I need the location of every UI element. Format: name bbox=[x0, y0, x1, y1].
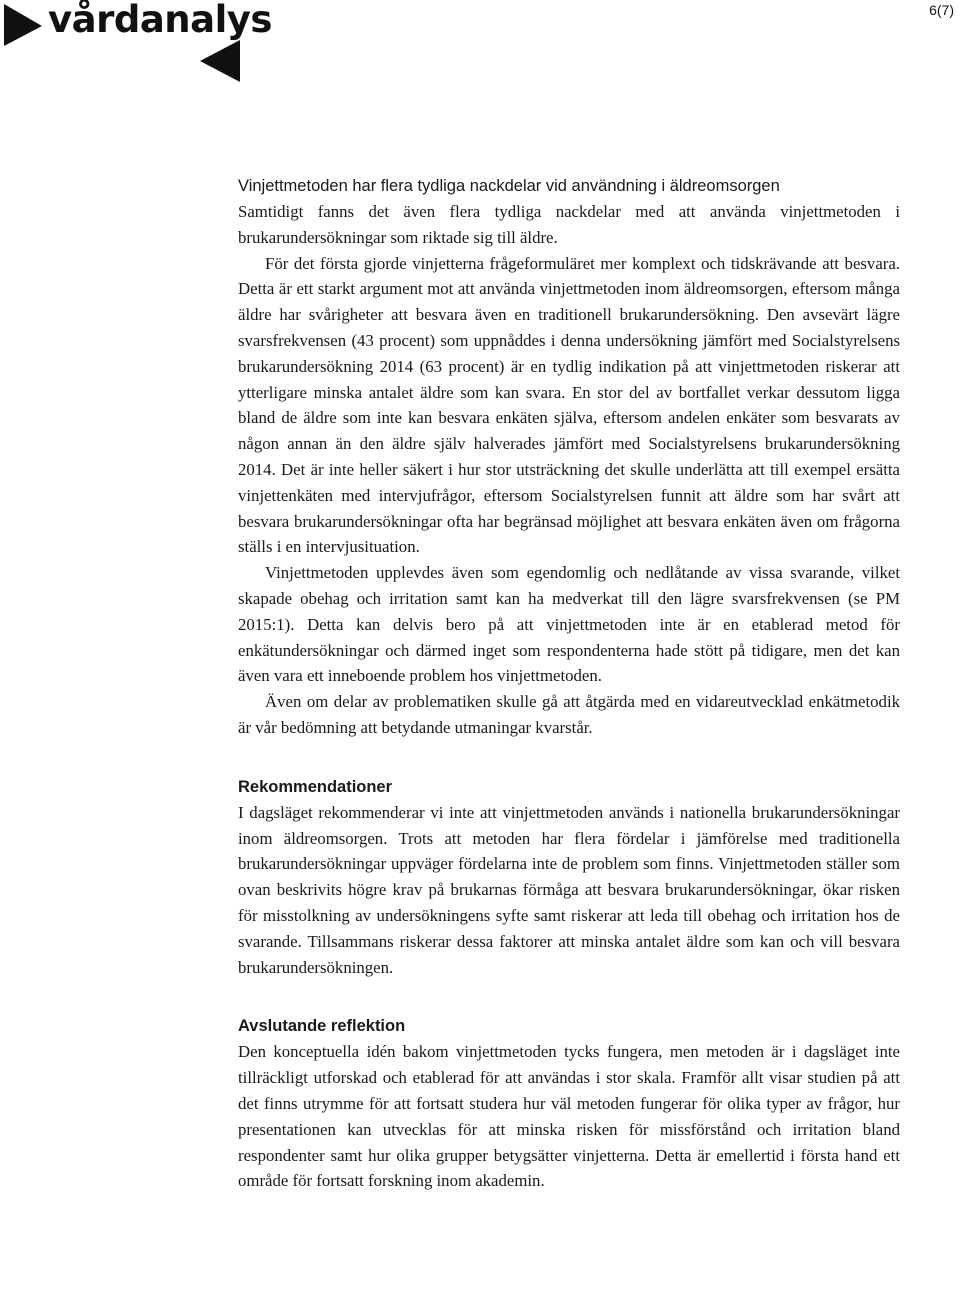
paragraph: Samtidigt fanns det även flera tydliga nackdelar med att använda vinjettmetoden i brukarundersökningar som riktade sig till äldre. bbox=[238, 202, 900, 247]
section-heading-nackdelar: Vinjettmetoden har flera tydliga nackdelar vid användning i äldreomsorgen bbox=[238, 177, 780, 195]
paragraph: Den konceptuella idén bakom vinjettmetoden tycks fungera, men metoden är i dagsläget inte tillräckligt utforskad och etablerad för att användas i stor skala. Framför allt visar studien på att det finns utrymme för att fortsatt studera hur väl metoden fungerar för olika typer av frågor, hur presentationen kan utvecklas för att minska risken för missförstånd och irritation bland respondenter samt hur olika grupper betygsätter vinjetterna. Detta är emellertid i första hand ett område för fortsatt forskning inom akademin. bbox=[238, 1042, 900, 1191]
paragraph: Även om delar av problematiken skulle gå att åtgärda med en vidareutvecklad enkätmetodik är vår bedömning att betydande utmaningar kvarstår. bbox=[238, 692, 900, 737]
section-heading-reflektion: Avslutande reflektion bbox=[238, 1017, 406, 1036]
vardanalys-logo bbox=[4, 0, 272, 88]
section-heading-rekommendationer: Rekommendationer bbox=[238, 777, 393, 796]
document-body bbox=[238, 174, 900, 1194]
paragraph: För det första gjorde vinjetterna frågeformuläret mer komplext och tidskrävande att besvara. Detta är ett starkt argument mot att använda vinjettmetoden inom äldreomsorgen, eftersom många äldre har svårigheter att besvara även en traditionell brukarundersökning. Den avsevärt lägre svarsfrekvensen (43 procent) som uppnåddes i denna undersökning jämfört med Socialstyrelsens brukarundersökning 2014 (63 procent) är en tydlig indikation på att vinjettmetoden riskerar att ytterligare minska antalet äldre som kan svara. En stor del av bortfallet verkar dessutom ligga bland de äldre som inte kan besvara enkäten själva, eftersom andelen enkäter som besvarats av någon annan än den äldre själv halverades jämfört med Socialstyrelsens brukarundersökning 2014. Det är inte heller säkert i hur stor utsträckning det skulle underlätta att till exempel ersätta vinjettenkäten med intervjufrågor, eftersom Socialstyrelsen funnit att äldre som har svårt att besvara brukarundersökningar ofta har begränsad möjlighet att besvara enkäten även om frågorna ställs i en intervjusituation. bbox=[238, 253, 900, 557]
paragraph: I dagsläget rekommenderar vi inte att vinjettmetoden används i nationella brukarundersökningar inom äldreomsorgen. Trots att metoden har flera fördelar i jämförelse med traditionella brukarundersökningar uppväger fördelarna inte de problem som finns. Vinjettmetoden ställer som ovan beskrivits högre krav på brukarnas förmåga att besvara brukarundersökningar, ökar risken för misstolkning av undersökningens syfte samt riskerar att leda till obehag och irritation hos de svarande. Tillsammans riskerar dessa faktorer att minska antalet äldre som kan och vill besvara brukarundersökningen. bbox=[238, 802, 900, 977]
paragraph: Vinjettmetoden upplevdes även som egendomlig och nedlåtande av vissa svarande, vilket skapade obehag och irritation samt kan ha medverkat till den lägre svarsfrekvensen (se PM 2015:1). Detta kan delvis bero på att vinjettmetoden inte är en etablerad metod för enkätundersökningar och därmed inget som respondenterna hade stött på tidigare, men det kan även vara ett inneboende problem hos vinjettmetoden. bbox=[238, 563, 900, 686]
page-number: 6(7) bbox=[929, 2, 954, 18]
logo-wordmark: vårdanalys bbox=[48, 0, 272, 41]
